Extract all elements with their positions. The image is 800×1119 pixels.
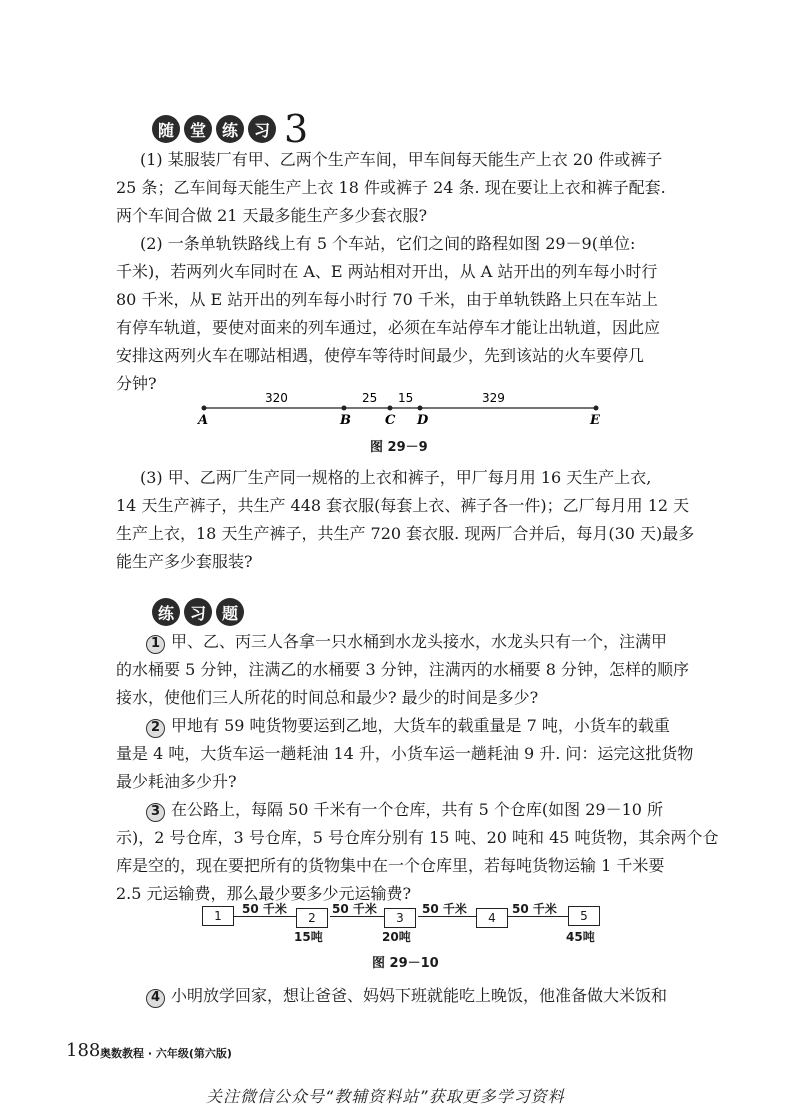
heading-badge: 堂 bbox=[184, 115, 212, 143]
paragraph-line: 示)，2 号仓库，3 号仓库，5 号仓库分别有 15 吨、20 吨和 45 吨货物，其余两个仓 bbox=[116, 828, 719, 847]
segment-distance-label: 50 千米 bbox=[512, 902, 557, 916]
paragraph-line: (2) 一条单轨铁路线上有 5 个车站，它们之间的路程如图 29－9(单位: bbox=[140, 234, 636, 253]
question-number: 2 bbox=[146, 719, 165, 738]
distance-label: 15 bbox=[398, 391, 414, 405]
paragraph-line: 14 天生产裤子，共生产 448 套衣服(每套上衣、裤子各一件)；乙厂每月用 12 天 bbox=[116, 496, 690, 515]
station-label: A bbox=[198, 413, 209, 428]
heading-badge: 习 bbox=[184, 598, 212, 626]
heading-badge: 练 bbox=[216, 115, 244, 143]
paragraph-line: 接水，使他们三人所花的时间总和最少? 最少的时间是多少? bbox=[116, 688, 539, 707]
paragraph-line: 两个车间合做 21 天最多能生产多少套衣服? bbox=[116, 206, 428, 225]
station-label: C bbox=[385, 413, 396, 428]
warehouse-box: 5 bbox=[568, 906, 600, 926]
question-2-line: 2 甲地有 59 吨货物要运到乙地，大货车的载重量是 7 吨，小货车的载重 bbox=[146, 714, 726, 738]
station-label: B bbox=[340, 413, 351, 428]
station-label: E bbox=[590, 413, 600, 428]
paragraph-line: 千米)，若两列火车同时在 A、E 两站相对开出，从 A 站开出的列车每小时行 bbox=[116, 262, 658, 281]
paragraph-line: 分钟? bbox=[116, 374, 157, 393]
paragraph-line: 安排这两列火车在哪站相遇，使停车等待时间最少，先到该站的火车要停几 bbox=[116, 346, 645, 365]
paragraph-line: 25 条；乙车间每天能生产上衣 18 件或裤子 24 条. 现在要让上衣和裤子配套. bbox=[116, 178, 666, 197]
segment-distance-label: 50 千米 bbox=[332, 902, 377, 916]
question-number: 3 bbox=[146, 803, 165, 822]
station-dot bbox=[388, 406, 393, 411]
station-label: D bbox=[417, 413, 429, 428]
segment-distance-label: 50 千米 bbox=[422, 902, 467, 916]
warehouse-box: 3 bbox=[384, 908, 416, 928]
figure-caption: 图 29－9 bbox=[370, 440, 428, 455]
section-heading-practice-3 bbox=[152, 107, 309, 151]
promo-watermark-text: 关注微信公众号“教辅资料站”获取更多学习资料 bbox=[206, 1087, 565, 1106]
station-dot bbox=[342, 406, 347, 411]
question-number: 4 bbox=[146, 989, 165, 1008]
distance-label: 320 bbox=[265, 391, 288, 405]
paragraph-line: 最少耗油多少升? bbox=[116, 772, 237, 791]
paragraph-line: 库是空的，现在要把所有的货物集中在一个仓库里，若每吨货物运输 1 千米要 bbox=[116, 856, 665, 875]
paragraph-line: 有停车轨道，要使对面来的列车通过，必须在车站停车才能让出轨道，因此应 bbox=[116, 318, 661, 337]
heading-badge: 题 bbox=[216, 598, 244, 626]
paragraph-line: 2.5 元运输费，那么最少要多少元运输费? bbox=[116, 884, 412, 903]
paragraph-line: 生产上衣，18 天生产裤子，共生产 720 套衣服. 现两厂合并后，每月(30 天)最多 bbox=[116, 524, 695, 543]
station-dot bbox=[594, 406, 599, 411]
paragraph-line: 量是 4 吨，大货车运一趟耗油 14 升，小货车运一趟耗油 9 升. 问：运完这批货物 bbox=[116, 744, 694, 763]
warehouse-box: 2 bbox=[296, 908, 328, 928]
warehouse-load-label: 15吨 bbox=[294, 930, 323, 944]
question-4-line: 4 小明放学回家，想让爸爸、妈妈下班就能吃上晚饭，他准备做大米饭和 bbox=[146, 984, 726, 1008]
page-number: 188 bbox=[66, 1040, 101, 1061]
paragraph-line: 的水桶要 5 分钟，注满乙的水桶要 3 分钟，注满丙的水桶要 8 分钟，怎样的顺序 bbox=[116, 660, 690, 679]
distance-label: 329 bbox=[482, 391, 505, 405]
distance-label: 25 bbox=[362, 391, 378, 405]
station-dot bbox=[202, 406, 207, 411]
section-heading-exercises bbox=[152, 598, 244, 626]
warehouse-box: 4 bbox=[476, 908, 508, 928]
paragraph-line: (3) 甲、乙两厂生产同一规格的上衣和裤子，甲厂每月用 16 天生产上衣, bbox=[140, 468, 652, 487]
paragraph-line: 能生产多少套服装? bbox=[116, 552, 253, 571]
heading-badge: 练 bbox=[152, 598, 180, 626]
question-1-line: 1 甲、乙、丙三人各拿一只水桶到水龙头接水，水龙头只有一个，注满甲 bbox=[146, 630, 726, 654]
question-number: 1 bbox=[146, 635, 165, 654]
warehouse-load-label: 20吨 bbox=[382, 930, 411, 944]
paragraph-line: 80 千米，从 E 站开出的列车每小时行 70 千米，由于单轨铁路上只在车站上 bbox=[116, 290, 658, 309]
station-dot bbox=[418, 406, 423, 411]
warehouse-box: 1 bbox=[202, 906, 234, 926]
book-title: 奥数教程 · 六年级(第六版) bbox=[100, 1047, 232, 1060]
heading-badge: 习 bbox=[248, 115, 276, 143]
segment-distance-label: 50 千米 bbox=[242, 902, 287, 916]
figure-caption: 图 29－10 bbox=[372, 956, 439, 971]
heading-number: 3 bbox=[284, 107, 309, 151]
heading-badge: 随 bbox=[152, 115, 180, 143]
warehouse-load-label: 45吨 bbox=[566, 930, 595, 944]
figure-29-9-railway-diagram bbox=[190, 388, 610, 434]
paragraph-line: (1) 某服装厂有甲、乙两个生产车间，甲车间每天能生产上衣 20 件或裤子 bbox=[140, 150, 663, 169]
question-3-line: 3 在公路上，每隔 50 千米有一个仓库，共有 5 个仓库(如图 29－10 所 bbox=[146, 798, 726, 822]
figure-29-10-warehouse-diagram bbox=[196, 900, 616, 946]
